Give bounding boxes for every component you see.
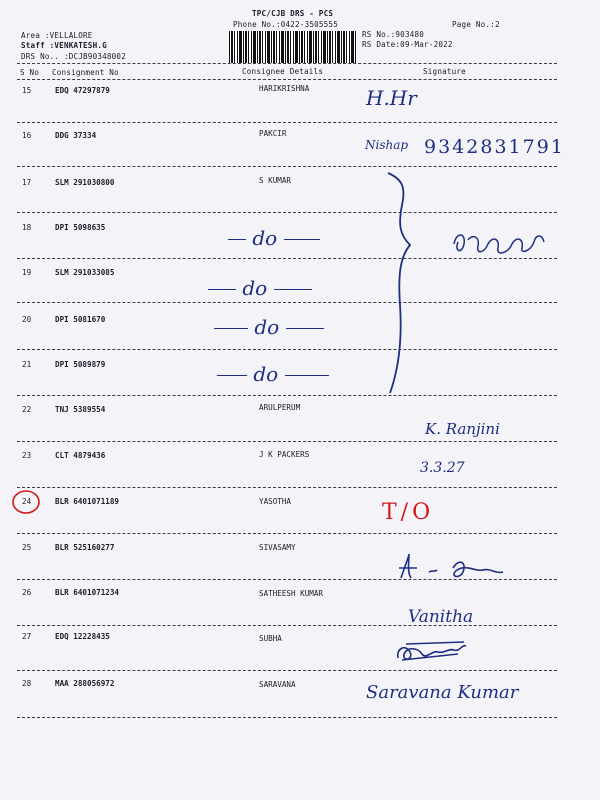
row-divider: [17, 395, 557, 396]
row-consignee: ARULPERUM: [259, 403, 301, 412]
document-title: TPC/CJB DRS - PCS: [252, 9, 334, 18]
signature-row-28: Saravana Kumar: [366, 682, 519, 703]
row-consignment: EDQ 47297879: [55, 86, 110, 95]
ditto-row-19: do: [208, 276, 312, 300]
column-sno: S No: [20, 68, 40, 77]
column-consignment: Consignment No: [52, 68, 119, 77]
row-sno: 22: [22, 405, 32, 414]
row-consignment: DPI 5098635: [55, 223, 106, 232]
row-divider: [17, 717, 557, 718]
area-field: Area :VELLALORE: [21, 31, 93, 40]
signature-row-15: H.Hr: [366, 86, 417, 110]
row-consignee: SATHEESH KUMAR: [259, 589, 324, 598]
row-divider: [17, 670, 557, 671]
row-consignment: DPI 5081670: [55, 315, 106, 324]
row-sno: 16: [22, 131, 32, 140]
drs-number: DRS No.. :DCJB90348002: [21, 52, 126, 61]
row-sno: 25: [22, 543, 32, 552]
row-divider: [17, 302, 557, 303]
row-divider: [17, 166, 557, 167]
row-consignment: DDG 37334: [55, 131, 97, 140]
row-consignee: SIVASAMY: [259, 543, 296, 552]
ditto-row-21: do: [217, 362, 329, 386]
column-signature: Signature: [423, 67, 466, 76]
row-consignment: CLT 4879436: [55, 451, 106, 460]
signature-row-27: [392, 636, 472, 666]
rs-number: RS No.:903480: [362, 30, 425, 39]
signature-row-22: K. Ranjini: [425, 420, 500, 438]
row-consignment: BLR 6401071234: [55, 588, 120, 597]
row-divider: [17, 533, 557, 534]
row-consignee: YASOTHA: [259, 497, 292, 506]
row-consignee: PAKCIR: [259, 129, 287, 138]
ditto-row-18: do: [228, 226, 320, 250]
row-divider: [17, 212, 557, 213]
row-consignee: SUBHA: [259, 634, 282, 643]
bracket-mark: [380, 165, 420, 405]
row-sno: 24: [22, 497, 32, 506]
staff-field: Staff :VENKATESH.G: [21, 41, 107, 50]
row-consignment: DPI 5089879: [55, 360, 106, 369]
row-sno: 17: [22, 178, 32, 187]
row-divider: [17, 487, 557, 488]
row-divider: [17, 441, 557, 442]
row-consignment: SLM 291033085: [55, 268, 115, 277]
row-consignee: HARIKRISHNA: [259, 84, 310, 93]
row-consignment: TNJ 5389554: [55, 405, 106, 414]
row-consignee: S KUMAR: [259, 176, 292, 185]
phone-number: Phone No.:0422-3505555: [233, 20, 338, 29]
header-divider: [17, 63, 557, 64]
row-consignment: MAA 288056972: [55, 679, 115, 688]
row-sno: 18: [22, 223, 32, 232]
row-divider: [17, 625, 557, 626]
signature-row-23: 3.3.27: [420, 460, 465, 476]
ditto-row-20: do: [214, 315, 324, 339]
row-consignment: EDQ 12228435: [55, 632, 110, 641]
row-consignee: J K PACKERS: [259, 450, 310, 459]
red-circle-mark: [10, 487, 44, 517]
row-consignee: SARAVANA: [259, 680, 296, 689]
signature-row-26: Vanitha: [408, 607, 474, 627]
row-sno: 23: [22, 451, 32, 460]
rs-date: RS Date:09-Mar-2022: [362, 40, 453, 49]
row-sno: 19: [22, 268, 32, 277]
signature-row-18: [450, 222, 550, 262]
row-sno: 21: [22, 360, 32, 369]
row-consignment: BLR 525160277: [55, 543, 115, 552]
column-consignee: Consignee Details: [242, 67, 324, 76]
signature-row-25: [395, 548, 515, 584]
page-number: Page No.:2: [452, 20, 500, 29]
remark-row-24: T/O: [382, 500, 435, 525]
row-sno: 28: [22, 679, 32, 688]
row-sno: 15: [22, 86, 32, 95]
row-sno: 26: [22, 588, 32, 597]
barcode: [229, 31, 357, 63]
row-consignment: SLM 291030800: [55, 178, 115, 187]
signature-row-16-name: Nishap: [365, 138, 409, 152]
row-divider: [17, 122, 557, 123]
column-divider: [17, 79, 557, 80]
row-consignment: BLR 6401071189: [55, 497, 120, 506]
row-sno: 20: [22, 315, 32, 324]
row-sno: 27: [22, 632, 32, 641]
signature-row-16-phone: 9342831791: [424, 136, 565, 158]
row-divider: [17, 349, 557, 350]
